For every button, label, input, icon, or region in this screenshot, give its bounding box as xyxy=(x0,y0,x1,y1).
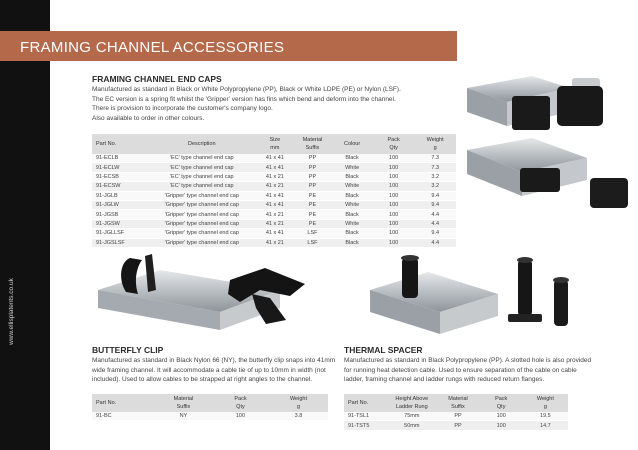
end-caps-table xyxy=(92,134,456,248)
cell-mat: PP xyxy=(436,421,479,430)
col-material xyxy=(155,394,212,412)
table-row xyxy=(92,182,456,191)
cell-part: 91-ECSW xyxy=(92,182,147,191)
cell-desc: 'Gripper' type channel end cap xyxy=(147,200,256,209)
table-row xyxy=(92,238,456,247)
cell-mat: LSF xyxy=(294,229,332,238)
material-suffix-label: Suffix xyxy=(176,404,191,410)
cell-mat: PP xyxy=(294,182,332,191)
left-sidebar-bar xyxy=(0,0,50,450)
website-url: www.ellisplatents.co.uk xyxy=(8,278,15,345)
material-label: Material xyxy=(448,396,468,402)
end-caps-line: There is provision to incorporate the customer's company logo. xyxy=(92,105,273,112)
cell-pack: 100 xyxy=(480,412,523,421)
col-part-no: Part No. xyxy=(92,134,147,154)
cell-mat: PE xyxy=(294,219,332,228)
cell-weight: 4.4 xyxy=(414,210,456,219)
cell-size: 41 x 21 xyxy=(256,238,294,247)
cell-pack: 100 xyxy=(373,210,415,219)
cell-weight: 9.4 xyxy=(414,229,456,238)
table-row xyxy=(92,191,456,200)
butterfly-table-body xyxy=(92,412,328,421)
table-row xyxy=(92,229,456,238)
pack-label: Pack xyxy=(495,396,508,402)
pack-qty-label: Qty xyxy=(389,145,398,151)
cell-mat: PE xyxy=(294,200,332,209)
end-caps-line: The EC version is a spring fit whilst the 'Gripper' version has fins which bend and deform into the channel. xyxy=(92,95,396,103)
cell-part: 91-JGSLSF xyxy=(92,238,147,247)
cell-weight: 19.5 xyxy=(523,412,568,421)
cell-weight: 3.2 xyxy=(414,182,456,191)
table-row xyxy=(92,163,456,172)
pack-qty-label: Qty xyxy=(496,404,506,410)
cell-size: 41 x 41 xyxy=(256,154,294,163)
material-suffix-label: Suffix xyxy=(451,404,465,410)
cell-colour: White xyxy=(331,200,373,209)
cell-weight: 7.3 xyxy=(414,154,456,163)
cell-part: 91-ECLB xyxy=(92,154,147,163)
weight-label: Weight xyxy=(289,396,307,402)
size-unit: mm xyxy=(270,145,280,151)
pack-label: Pack xyxy=(234,396,247,402)
cell-part: 91-ECLW xyxy=(92,163,147,172)
thermal-table-body xyxy=(344,412,568,430)
col-part-no: Part No. xyxy=(344,394,387,412)
table-row xyxy=(344,421,568,430)
thermal-line: ladder, framing channel and ladder rungs with reduced return flanges. xyxy=(344,376,545,383)
cell-part: 91-TST5 xyxy=(344,421,387,430)
cell-mat: PE xyxy=(294,191,332,200)
cell-size: 41 x 41 xyxy=(256,191,294,200)
cell-desc: 'Gripper' type channel end cap xyxy=(147,219,256,228)
cell-colour: White xyxy=(331,219,373,228)
cell-part: 91-BC xyxy=(92,412,155,421)
col-pack xyxy=(212,394,269,412)
col-pack xyxy=(480,394,523,412)
cell-size: 41 x 41 xyxy=(256,163,294,172)
thermal-spacer-photo xyxy=(368,250,618,338)
butterfly-clip-photo xyxy=(90,250,340,338)
cell-mat: LSF xyxy=(294,238,332,247)
cell-desc: 'EC' type channel end cap xyxy=(147,163,256,172)
cell-colour: Black xyxy=(331,191,373,200)
butterfly-line: Manufactured as standard in Black Nylon 66 (NY), the butterfly clip snaps into 41mm xyxy=(92,357,336,364)
table-row xyxy=(92,412,328,421)
cell-weight: 3.2 xyxy=(414,172,456,181)
cell-pack: 100 xyxy=(373,172,415,181)
weight-unit-label: g xyxy=(296,404,300,410)
pack-label: Pack xyxy=(387,137,400,143)
end-caps-table-body xyxy=(92,154,456,247)
thermal-heading: THERMAL SPACER xyxy=(344,345,423,355)
end-cap-photo-top xyxy=(467,76,603,130)
cell-part: 91-TSL1 xyxy=(344,412,387,421)
cell-pack: 100 xyxy=(373,163,415,172)
cell-size: 41 x 41 xyxy=(256,200,294,209)
cell-desc: 'EC' type channel end cap xyxy=(147,182,256,191)
weight-unit-label: g xyxy=(543,404,547,410)
cell-desc: 'EC' type channel end cap xyxy=(147,154,256,163)
cell-pack: 100 xyxy=(373,219,415,228)
page-title: FRAMING CHANNEL ACCESSORIES xyxy=(20,39,285,56)
col-pack xyxy=(373,134,415,154)
col-part-no: Part No. xyxy=(92,394,155,412)
cell-part: 91-JGLW xyxy=(92,200,147,209)
cell-colour: Black xyxy=(331,229,373,238)
table-row xyxy=(344,412,568,421)
cell-part: 91-JGLLSF xyxy=(92,229,147,238)
thermal-line: Manufactured as standard in Black Polypropylene (PP). A slotted hole is also provided xyxy=(344,357,592,364)
cell-desc: 'Gripper' type channel end cap xyxy=(147,210,256,219)
cell-weight: 4.4 xyxy=(414,219,456,228)
cell-size: 41 x 21 xyxy=(256,219,294,228)
end-caps-line: Manufactured as standard in Black or White Polypropylene (PP), Black or White LDPE (PE) or Nylon (LSF). xyxy=(92,86,401,93)
material-suffix-label: Suffix xyxy=(305,145,320,151)
col-size xyxy=(256,134,294,154)
material-label: Material xyxy=(173,396,194,402)
thermal-table xyxy=(344,394,568,431)
end-caps-description xyxy=(92,85,401,123)
cell-pack: 100 xyxy=(480,421,523,430)
cell-part: 91-ECSB xyxy=(92,172,147,181)
end-cap-photos xyxy=(462,68,632,228)
cell-weight: 3.8 xyxy=(269,412,328,421)
butterfly-line: wide framing channel. It will accommodate a cable tie of up to 10mm in width (not xyxy=(92,366,326,374)
cell-mat: PP xyxy=(436,412,479,421)
cell-pack: 100 xyxy=(373,191,415,200)
pack-qty-label: Qty xyxy=(236,404,245,410)
weight-label: Weight xyxy=(426,137,444,143)
cell-pack: 100 xyxy=(373,229,415,238)
cell-desc: 'Gripper' type channel end cap xyxy=(147,191,256,200)
thermal-line: for running heat detection cable. Used to ensure separation of the cable on cable xyxy=(344,366,577,374)
cell-size: 41 x 21 xyxy=(256,172,294,181)
cell-colour: Black xyxy=(331,154,373,163)
butterfly-description xyxy=(92,356,335,385)
cell-mat: NY xyxy=(155,412,212,421)
end-caps-line: Also available to order in other colours. xyxy=(92,114,205,122)
end-cap-photo-bottom xyxy=(467,138,628,208)
cell-weight: 9.4 xyxy=(414,200,456,209)
title-banner xyxy=(0,31,457,61)
cell-pack: 100 xyxy=(212,412,269,421)
cell-mat: PP xyxy=(294,163,332,172)
table-row xyxy=(92,154,456,163)
cell-height: 50mm xyxy=(387,421,436,430)
col-material xyxy=(436,394,479,412)
cell-part: 91-JGLB xyxy=(92,191,147,200)
col-description: Description xyxy=(147,134,256,154)
col-weight xyxy=(414,134,456,154)
material-label: Material xyxy=(302,137,323,143)
cell-size: 41 x 41 xyxy=(256,229,294,238)
cell-desc: 'Gripper' type channel end cap xyxy=(147,229,256,238)
cell-pack: 100 xyxy=(373,238,415,247)
cell-colour: Black xyxy=(331,172,373,181)
height-label: Height Above xyxy=(395,396,429,402)
cell-pack: 100 xyxy=(373,182,415,191)
cell-desc: 'EC' type channel end cap xyxy=(147,172,256,181)
cell-colour: White xyxy=(331,163,373,172)
cell-height: 75mm xyxy=(387,412,436,421)
end-caps-heading: FRAMING CHANNEL END CAPS xyxy=(92,74,222,84)
cell-weight: 7.3 xyxy=(414,163,456,172)
table-row xyxy=(92,200,456,209)
col-material xyxy=(294,134,332,154)
cell-weight: 14.7 xyxy=(523,421,568,430)
weight-unit-label: g xyxy=(433,145,437,151)
butterfly-table xyxy=(92,394,328,421)
cell-pack: 100 xyxy=(373,154,415,163)
table-row xyxy=(92,210,456,219)
cell-weight: 9.4 xyxy=(414,191,456,200)
cell-part: 91-JGSW xyxy=(92,219,147,228)
cell-weight: 4.4 xyxy=(414,238,456,247)
col-weight xyxy=(523,394,568,412)
cell-colour: White xyxy=(331,182,373,191)
cell-colour: Black xyxy=(331,238,373,247)
weight-label: Weight xyxy=(536,396,554,402)
cell-colour: Black xyxy=(331,210,373,219)
cell-part: 91-JGSB xyxy=(92,210,147,219)
butterfly-heading: BUTTERFLY CLIP xyxy=(92,345,164,355)
col-colour: Colour xyxy=(331,134,373,154)
cell-mat: PP xyxy=(294,172,332,181)
cell-desc: 'Gripper' type channel end cap xyxy=(147,238,256,247)
table-row xyxy=(92,172,456,181)
size-label: Size xyxy=(269,137,281,143)
cell-size: 41 x 21 xyxy=(256,182,294,191)
table-row xyxy=(92,219,456,228)
col-weight xyxy=(269,394,328,412)
cell-mat: PP xyxy=(294,154,332,163)
thermal-description xyxy=(344,356,591,385)
cell-mat: PE xyxy=(294,210,332,219)
cell-size: 41 x 21 xyxy=(256,210,294,219)
butterfly-line: included). Used to allow cables to be strapped at right angles to the channel. xyxy=(92,376,313,383)
cell-pack: 100 xyxy=(373,200,415,209)
col-height xyxy=(387,394,436,412)
height-sub-label: Ladder Rung xyxy=(395,404,428,410)
